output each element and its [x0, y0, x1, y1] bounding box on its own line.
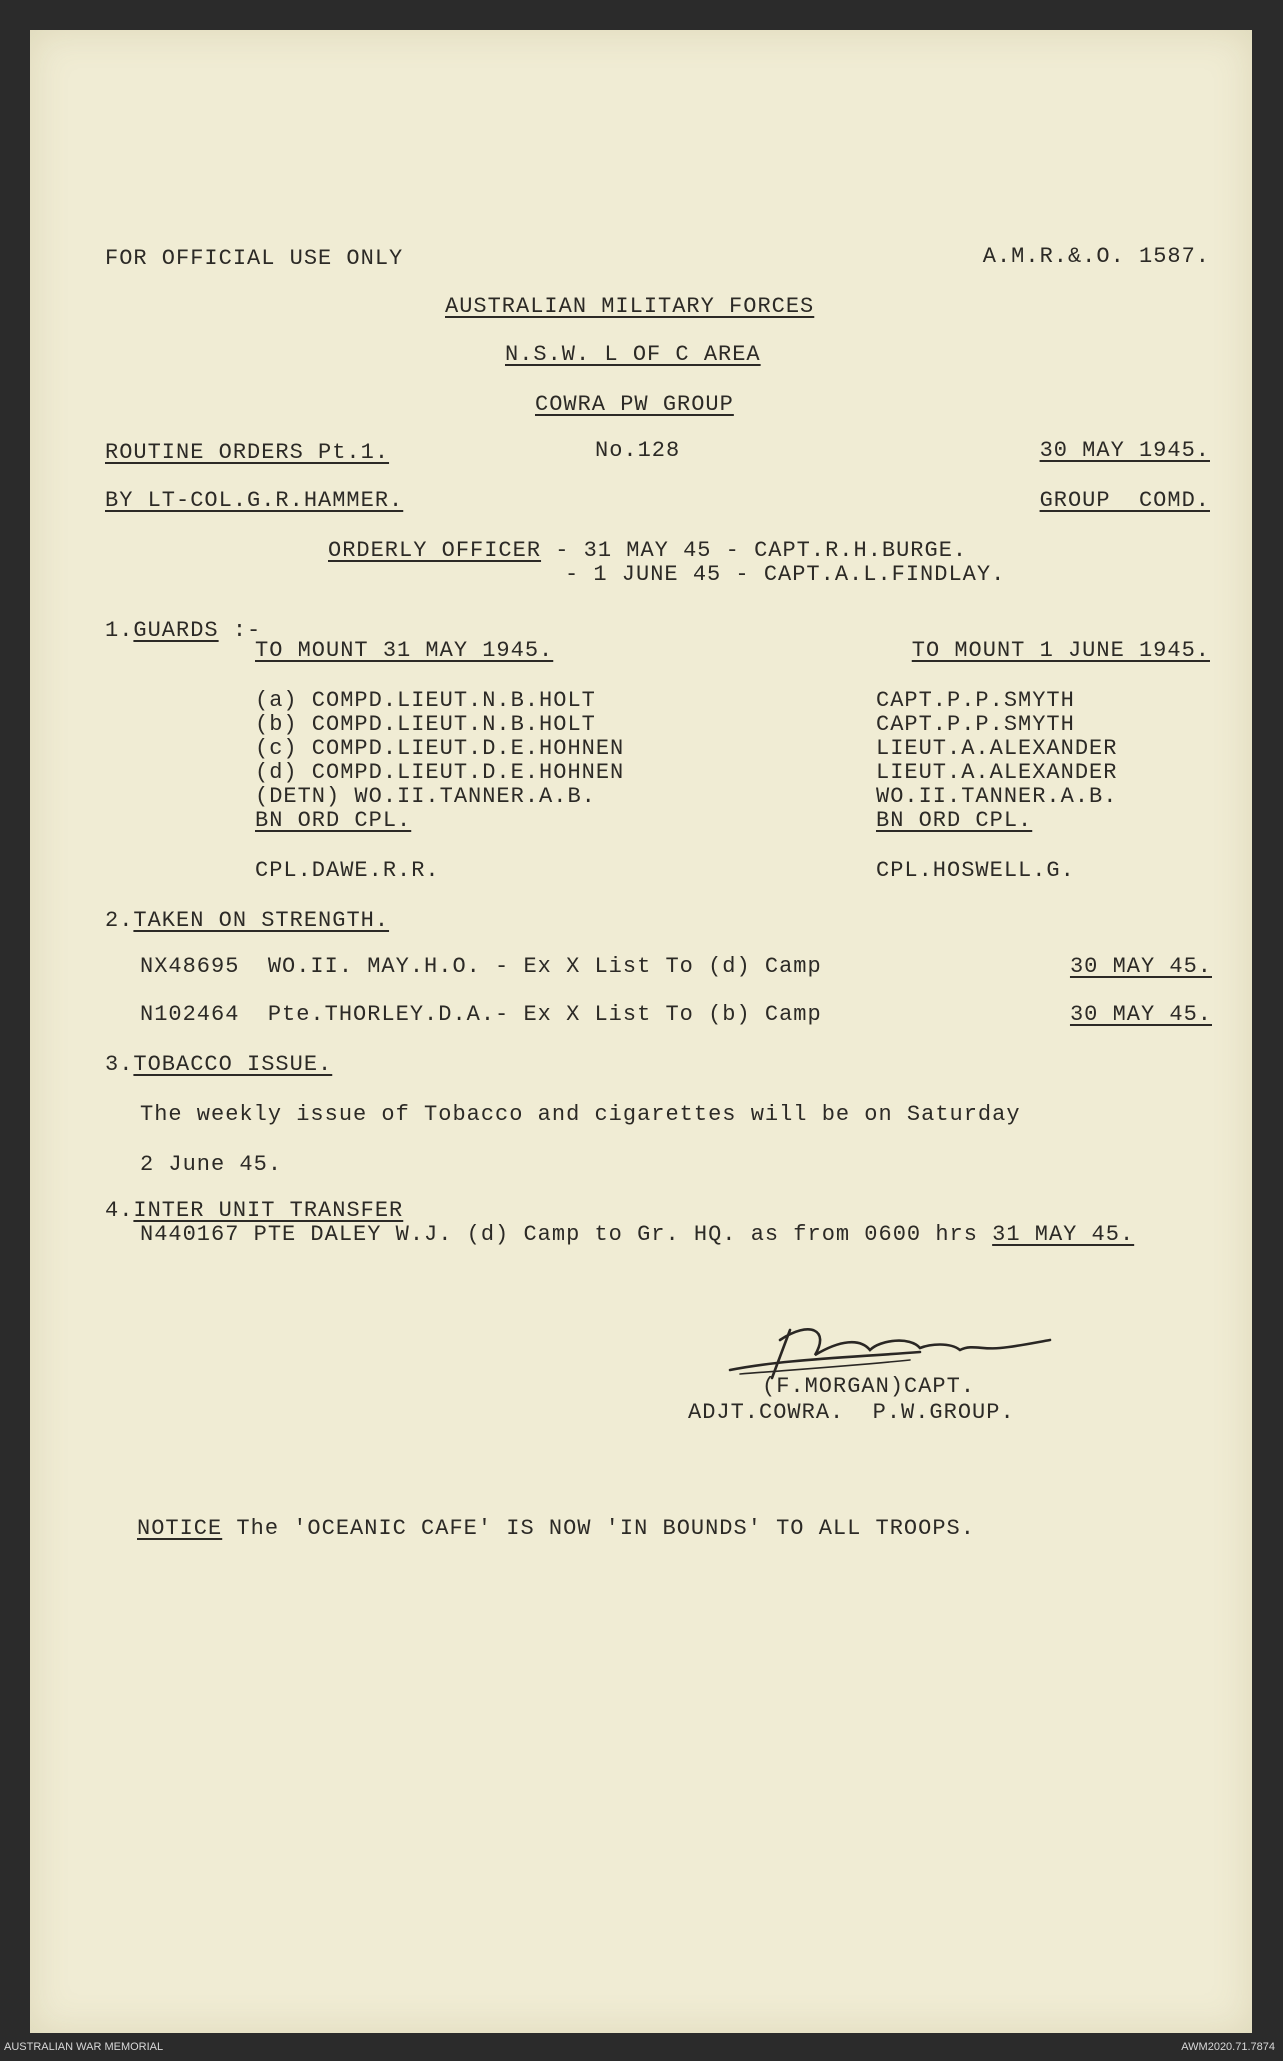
- orderly-line2: - 1 JUNE 45 - CAPT.A.L.FINDLAY.: [565, 562, 1006, 587]
- reference-number: A.M.R.&.O. 1587.: [982, 244, 1210, 269]
- section-4-heading: [105, 1198, 403, 1224]
- strength-entry-date: 30 MAY 45.: [1069, 1002, 1212, 1027]
- section-4-number: 4.: [105, 1198, 134, 1223]
- document-page: [30, 30, 1252, 2033]
- guard-row-right: WO.II.TANNER.A.B.: [876, 784, 1118, 809]
- strength-entry-date: 30 MAY 45.: [1069, 954, 1212, 979]
- notice-text: The 'OCEANIC CAFE' IS NOW 'IN BOUNDS' TO ALL TROOPS.: [222, 1516, 975, 1541]
- classification: FOR OFFICIAL USE ONLY: [105, 246, 404, 271]
- guard-row-left: (a) COMPD.LIEUT.N.B.HOLT: [255, 688, 596, 713]
- signature-underline: [740, 1360, 910, 1374]
- guards-left-heading: TO MOUNT 31 MAY 1945.: [255, 638, 554, 663]
- section-1-suffix: :-: [218, 618, 262, 643]
- section-1-title: GUARDS: [133, 618, 219, 643]
- guard-row-right: CAPT.P.P.SMYTH: [876, 712, 1075, 737]
- cpl-left: CPL.DAWE.R.R.: [255, 858, 440, 883]
- section-2-number: 2.: [105, 908, 134, 933]
- section-1-heading: [105, 618, 261, 644]
- footer-bar: [0, 2037, 1283, 2061]
- bn-ord-right: BN ORD CPL.: [876, 808, 1033, 833]
- transfer-date: 31 MAY 45.: [992, 1222, 1135, 1247]
- orders-date: 30 MAY 1945.: [1039, 438, 1210, 463]
- issued-role: GROUP COMD.: [1039, 488, 1210, 513]
- org-area: N.S.W. L OF C AREA: [505, 342, 761, 367]
- strength-entry: N102464 Pte.THORLEY.D.A.- Ex X List To (b) Camp: [140, 1002, 822, 1027]
- transfer-text: N440167 PTE DALEY W.J. (d) Camp to Gr. HQ. as from 0600 hrs: [140, 1222, 993, 1247]
- cpl-right: CPL.HOSWELL.G.: [876, 858, 1075, 883]
- guard-row-right: LIEUT.A.ALEXANDER: [876, 736, 1118, 761]
- signatory-name: (F.MORGAN)CAPT.: [762, 1374, 976, 1399]
- section-4-title: INTER UNIT TRANSFER: [133, 1198, 404, 1223]
- section-2-title: TAKEN ON STRENGTH.: [133, 908, 390, 933]
- section-1-number: 1.: [105, 618, 134, 643]
- footer-right: AWM2020.71.7874: [1181, 2041, 1275, 2053]
- guard-row-left: (d) COMPD.LIEUT.D.E.HOHNEN: [255, 760, 625, 785]
- org-group: COWRA PW GROUP: [535, 392, 734, 417]
- section-2-heading: [105, 908, 389, 934]
- guard-row-left: (DETN) WO.II.TANNER.A.B.: [255, 784, 596, 809]
- guard-row-right: CAPT.P.P.SMYTH: [876, 688, 1075, 713]
- guard-row-left: (c) COMPD.LIEUT.D.E.HOHNEN: [255, 736, 625, 761]
- issued-by: BY LT-COL.G.R.HAMMER.: [105, 488, 404, 513]
- bn-ord-left: BN ORD CPL.: [255, 808, 412, 833]
- notice-label: NOTICE: [137, 1516, 223, 1541]
- section-3-title: TOBACCO ISSUE.: [133, 1052, 333, 1077]
- signatory-title: ADJT.COWRA. P.W.GROUP.: [688, 1400, 1015, 1425]
- guards-right-heading: TO MOUNT 1 JUNE 1945.: [911, 638, 1210, 663]
- orderly-label: ORDERLY OFFICER: [328, 538, 542, 563]
- orderly-line1: - 31 MAY 45 - CAPT.R.H.BURGE.: [541, 538, 968, 563]
- transfer-line: [140, 1222, 1134, 1248]
- notice-line: [137, 1516, 975, 1542]
- footer-left: AUSTRALIAN WAR MEMORIAL: [4, 2041, 164, 2053]
- tobacco-line1: The weekly issue of Tobacco and cigarettes will be on Saturday: [140, 1102, 1021, 1127]
- guard-row-right: LIEUT.A.ALEXANDER: [876, 760, 1118, 785]
- orders-number: No.128: [595, 438, 681, 463]
- orderly-officer-line1: [328, 538, 967, 564]
- section-3-heading: [105, 1052, 332, 1078]
- guard-row-left: (b) COMPD.LIEUT.N.B.HOLT: [255, 712, 596, 737]
- orders-title: ROUTINE ORDERS Pt.1.: [105, 440, 390, 465]
- tobacco-line2: 2 June 45.: [140, 1152, 283, 1177]
- section-3-number: 3.: [105, 1052, 134, 1077]
- org-name: AUSTRALIAN MILITARY FORCES: [445, 294, 815, 319]
- strength-entry: NX48695 WO.II. MAY.H.O. - Ex X List To (d) Camp: [140, 954, 822, 979]
